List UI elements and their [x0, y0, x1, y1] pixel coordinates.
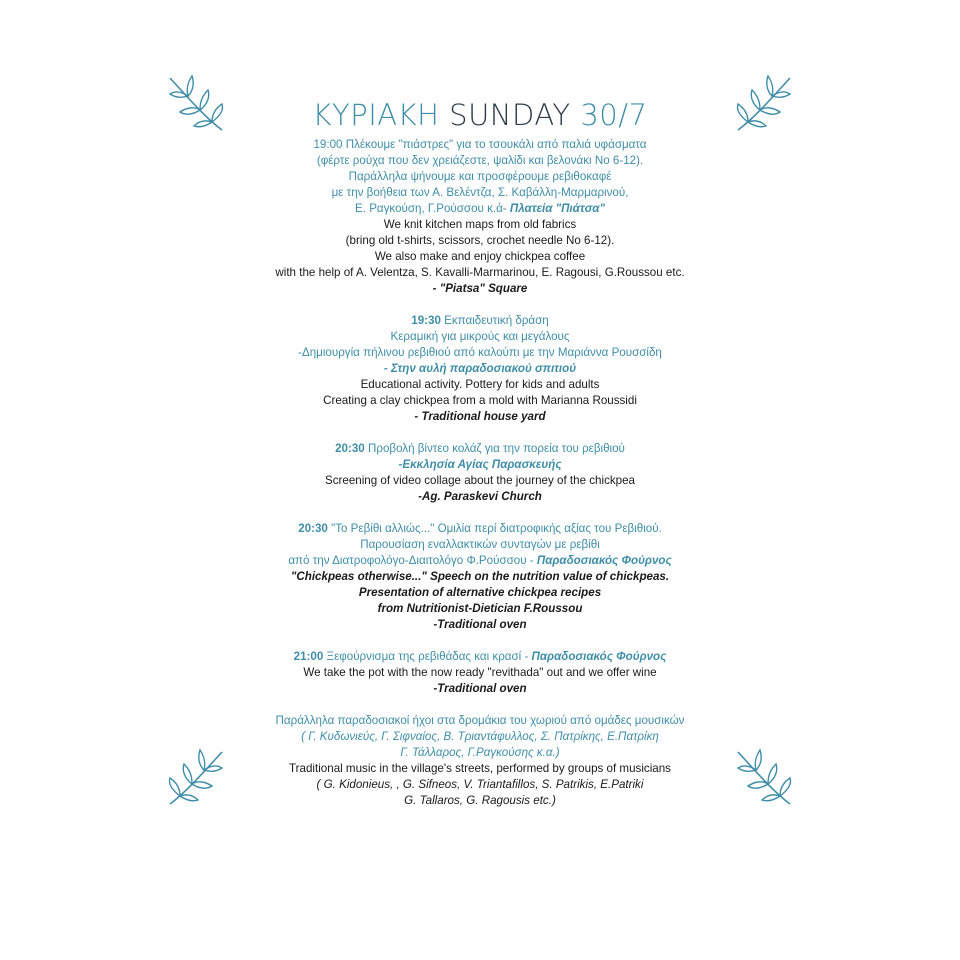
english-line: Educational activity. Pottery for kids and adults [360, 378, 600, 391]
event-time: 21:00 [293, 650, 324, 663]
event-time: 19:30 [411, 314, 441, 327]
greek-line [0, 521, 960, 537]
greek-line: Παράλληλα ψήνουμε και προσφέρουμε ρεβιθοκαφέ [348, 170, 612, 183]
event-time: 20:30 [298, 522, 328, 535]
greek-line [0, 313, 960, 329]
title-english: SUNDAY [449, 98, 571, 132]
event-speech [0, 521, 960, 633]
english-line: Creating a clay chickpea from a mold with Marianna Roussidi [323, 394, 637, 407]
greek-line: (φέρτε ρούχα που δεν χρειάζεστε, ψαλίδι και βελονάκι Νο 6-12). [316, 154, 644, 167]
event-location-en: - "Piatsa" Square [432, 282, 528, 295]
greek-text: Ε. Ραγκούση, Γ.Ρούσσου κ.ά- [355, 202, 507, 215]
greek-line: ( Γ. Κυδωνιεύς, Γ. Σιφναίος, Β. Τριαντάφυλλος, Σ. Πατρίκης, Ε.Πατρίκη [301, 730, 659, 743]
english-line: G. Tallaros, G. Ragousis etc.) [404, 794, 556, 807]
event-location-en: -Ag. Paraskevi Church [418, 490, 542, 503]
event-pottery [0, 313, 960, 425]
event-location: Παραδοσιακός Φούρνος [531, 650, 667, 663]
event-location-en: -Traditional oven [433, 618, 527, 631]
event-location: Παραδοσιακός Φούρνος [536, 554, 672, 567]
greek-line: Παράλληλα παραδοσιακοί ήχοι στα δρομάκια του χωριού από ομάδες μουσικών [275, 714, 685, 727]
english-line: Presentation of alternative chickpea recipes [358, 586, 602, 599]
english-line: Screening of video collage about the journey of the chickpea [324, 474, 636, 487]
event-video [0, 441, 960, 505]
greek-line [0, 201, 960, 217]
page-title [0, 98, 960, 132]
schedule [0, 137, 960, 809]
greek-line: Παρουσίαση εναλλακτικών συνταγών με ρεβίθι [360, 538, 600, 551]
english-line: Traditional music in the village's streets, performed by groups of musicians [289, 762, 671, 775]
event-location-en: -Traditional oven [433, 682, 527, 695]
greek-line: Κεραμική για μικρούς και μεγάλους [390, 330, 570, 343]
english-line: from Nutritionist-Dietician F.Roussou [377, 602, 583, 615]
greek-line: -Δημιουργία πήλινου ρεβιθιού από καλούπι με την Μαριάννα Ρουσσίδη [298, 346, 662, 359]
title-greek: ΚΥΡΙΑΚΗ [312, 98, 440, 132]
greek-line: Γ. Τάλλαρος, Γ.Ραγκούσης κ.α.) [400, 746, 560, 759]
greek-line [0, 441, 960, 457]
event-music [0, 713, 960, 809]
english-line: We also make and enjoy chickpea coffee [374, 250, 586, 263]
english-line: "Chickpeas otherwise..." Speech on the nutrition value of chickpeas. [290, 570, 670, 583]
event-knitting [0, 137, 960, 297]
event-time: 20:30 [335, 442, 365, 455]
greek-text: "Το Ρεβίθι αλλιώς..." Ομιλία περί διατροφικής αξίας του Ρεβιθιού. [331, 522, 662, 535]
english-line: ( G. Kidonieus, , G. Sifneos, V. Triantafillos, S. Patrikis, E.Patriki [316, 778, 644, 791]
title-date: 30/7 [580, 98, 648, 132]
english-line: with the help of A. Velentza, S. Kavalli-Marmarinou, E. Ragousi, G.Roussou etc. [275, 266, 685, 279]
greek-text: Προβολή βίντεο κολάζ για την πορεία του ρεβιθιού [367, 442, 625, 455]
english-line: We take the pot with the now ready "revithada" out and we offer wine [303, 666, 657, 679]
greek-line: 19:00 Πλέκουμε "πιάστρες" για το τσουκάλι από παλιά υφάσματα [313, 138, 647, 151]
greek-text: Ξεφούρνισμα της ρεβιθάδας και κρασί - [326, 650, 529, 663]
event-location: -Εκκλησία Αγίας Παρασκευής [398, 458, 562, 471]
greek-text: από την Διατροφολόγο-Διαιτολόγο Φ.Ρούσσου - [288, 554, 534, 567]
greek-line: με την βοήθεια των Α. Βελέντζα, Σ. Καβάλλη-Μαρμαρινού, [331, 186, 629, 199]
event-unbaking [0, 649, 960, 697]
event-location: - Στην αυλή παραδοσιακού σπιτιού [383, 362, 577, 375]
greek-text: Εκπαιδευτική δράση [444, 314, 549, 327]
greek-line [0, 553, 960, 569]
event-location-en: - Traditional house yard [414, 410, 546, 423]
greek-line [0, 649, 960, 665]
english-line: We knit kitchen maps from old fabrics [383, 218, 577, 231]
event-location: Πλατεία "Πιάτσα" [509, 202, 605, 215]
english-line: (bring old t-shirts, scissors, crochet needle No 6-12). [345, 234, 615, 247]
